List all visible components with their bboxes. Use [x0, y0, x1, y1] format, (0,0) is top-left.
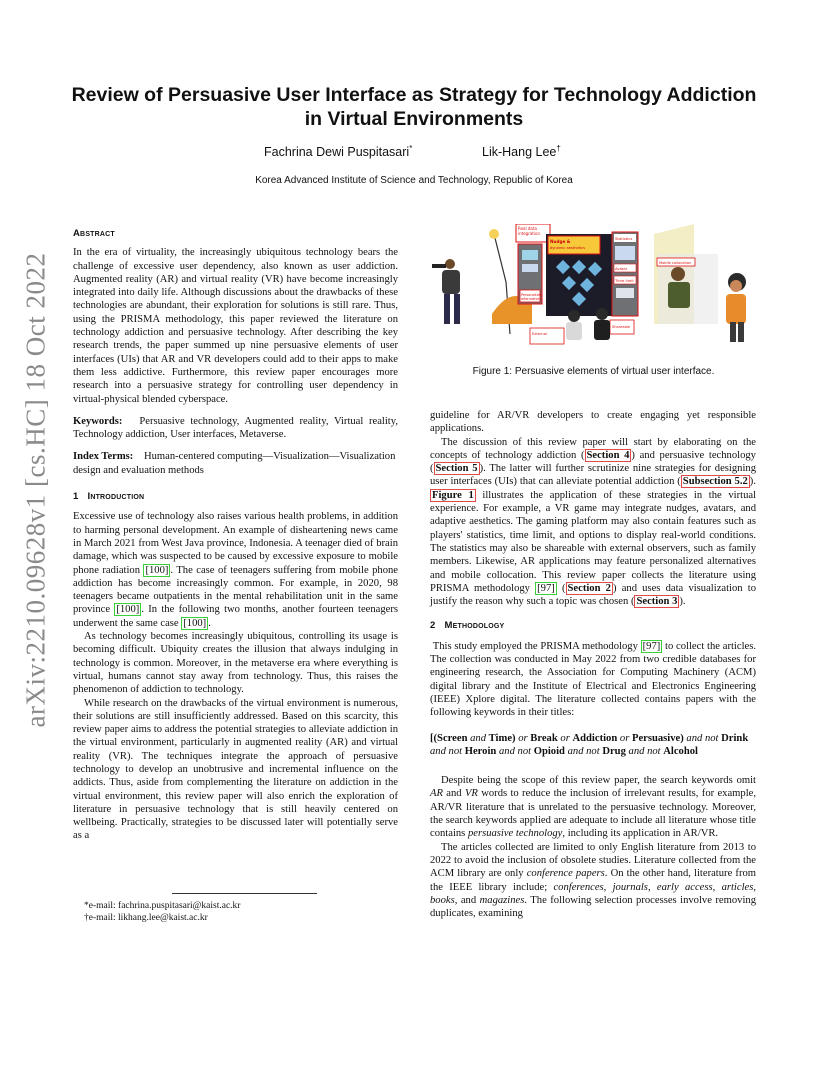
label-dynamic: dynamic aesthetics [550, 246, 585, 250]
figure-illustration [432, 224, 755, 346]
intro-p1-c: . In the following two months, another fourteen teenagers underwent the same case [73, 604, 398, 629]
paper-title [60, 83, 768, 131]
m3-d: , [647, 881, 657, 893]
time-widget [616, 288, 634, 298]
footnotes [84, 900, 240, 924]
woman-face [730, 280, 742, 292]
lamp-bulb [489, 229, 499, 239]
query-term: Drink [721, 732, 749, 744]
m2-pt: persuasive technology [467, 828, 563, 840]
section-link[interactable]: Section 4 [586, 449, 630, 461]
query-op: or [518, 732, 528, 744]
ar-person-body [668, 282, 690, 308]
query-term: Opioid [533, 745, 565, 757]
m2-d: , including its application in AR/VR. [562, 828, 719, 840]
ar-person-head [671, 267, 685, 281]
keywords-text: Persuasive technology, Augmented reality, Virtual reality, Technology addiction, User interfaces, Metaverse. [73, 415, 398, 441]
rp2-c: ). The latter will further scrutinize nine strategies for designing user interfaces (UIs) that can alleviate potential addiction ( [430, 463, 756, 488]
m1-b: to collect the articles. The collection was conducted in May 2022 from two credible databases for engineering research, the Association for Computing Machinery (ACM) digital library and the Institute of Electrical and Electronics Engineering (IEEE) Xplore digital. The literature collected contains papers with the following keywords in their titles: [430, 640, 756, 719]
woman-body [726, 294, 746, 324]
affiliation: Korea Advanced Institute of Science and Technology, Republic of Korea [255, 175, 573, 186]
query-op: and not [498, 745, 532, 757]
methodology-num: 2 [430, 620, 436, 632]
intro-heading-text: Introduction [87, 491, 145, 503]
figure-1 [432, 224, 755, 346]
stats-widget [615, 246, 635, 260]
m3-f: , [753, 881, 756, 893]
panel-left-widget-2 [522, 264, 538, 272]
title-line-2: in Virtual Environments [304, 108, 524, 130]
m3-cp: conference papers [526, 868, 605, 880]
index-terms [73, 450, 398, 477]
label-integration: integration [518, 231, 540, 236]
viewer-head-2 [596, 308, 608, 320]
section-link[interactable]: Section 2 [567, 582, 611, 594]
panel-right [612, 232, 638, 316]
right-continuation: guideline for AR/VR developers to create engaging yet responsible applications. [430, 410, 756, 435]
keywords-label: Keywords: [73, 415, 123, 427]
m3-mag: magazines [479, 894, 525, 906]
query-term: Drug [602, 745, 626, 757]
m2-c: words to reduce the inclusion of irrelevant results, for example, AR/VR literature that is unrelated to the persuasive technology. Moreover, the search keywords applied are adequate to include all literature whose title contains [430, 788, 757, 840]
author-2-mark: † [556, 144, 561, 153]
index-terms-text: Human-centered computing—Visualization—Visualization design and evaluation methods [73, 451, 396, 476]
m2-b: and [442, 788, 465, 800]
citation-link[interactable]: [100] [145, 564, 169, 576]
citation-link[interactable]: [97] [642, 640, 661, 652]
m3-g: , and [454, 894, 480, 906]
rp2-e: illustrates the application of these strategies in the virtual experience. For example, a VR game may integrate nudges, avatars, and adaptive aesthetics. The gaming platform may also contain features such as players' statistics, time limit, and options to display real-world conditions. The statistics may also be shareable with external observers, such as family members. Likewise, AR applications may feature personalized alternatives and mobile collocation. This review paper collects the literature using PRISMA methodology [430, 489, 757, 594]
player-leg-right [454, 294, 460, 324]
label-nudge: Nudge & [550, 239, 571, 244]
section-link[interactable]: Subsection 5.2 [682, 476, 748, 488]
intro-p1-a: Excessive use of technology also raises various health problems, in addition to harming personal development. An example of disheartening news came in March 2021 from West Java province, Indonesia. A teenager died of brain damage, which was suspected to be caused by excessive exposure to mobile phone radiation [73, 511, 398, 576]
author-2-name: Lik-Hang Lee [482, 145, 557, 160]
panel-left-widget [522, 250, 538, 260]
abstract-heading-text: Abstract [73, 228, 115, 239]
player-head [445, 259, 455, 269]
m3-c: , [603, 881, 613, 893]
arxiv-stamp [20, 252, 52, 728]
woman-leg-2 [738, 322, 744, 342]
citation-link[interactable]: [100] [183, 617, 207, 629]
m3-art: articles [721, 881, 754, 893]
query-op: and [470, 732, 487, 744]
rp2-g: ) and uses data visualization to justify the reason why such a topic was chosen ( [430, 582, 757, 608]
right-paragraph-2 [430, 436, 756, 609]
query-term: Alcohol [663, 745, 698, 757]
label-personalized: Personalized [521, 293, 543, 297]
author-1 [264, 144, 412, 159]
m2-ar: AR [430, 788, 443, 800]
label-statistics: Statistics [615, 236, 633, 241]
figure-link[interactable]: Figure 1 [432, 489, 474, 501]
query-term: Addiction [572, 732, 618, 744]
footnote-rule [172, 893, 317, 894]
query-term: [(Screen [430, 732, 468, 744]
intro-paragraph-3: While research on the drawbacks of the virtual environment is numerous, their solutions are still insufficiently addressed. Based on this scarcity, this review paper aims to address the potential strategies to alleviate addiction in the virtual environment, particularly in augmented reality (AR) and virtual reality (VR). The techniques integrate the approach of persuasive technology to develop an unobtrusive and incremental influence on the addicts. Thus, aside from complementing the literature on addiction in the virtual environment, this review paper will also enrich the exploration of literature in persuasive technology that is still heavily centered on wellbeing. Practically, strategies to be discussed later will potentially serve as a [73, 697, 398, 842]
abstract-text: In the era of virtuality, the increasingly ubiquitous technology bears the challenge of excessive user dependency, also known as user addiction. Augmented reality (AR) and virtual reality (VR) have become increasingly integrated into daily life. Although discussions about the drawbacks of these technologies are abundant, their exploration for solutions is still rare. Thus, using the PRISMA methodology, this paper reviewed the literature on technology addiction and persuasive technology. After describing the key research trends, the paper summed up nine persuasive elements of user interfaces (UIs) that AR and VR developers could add to their apps to make them less addictive. Furthermore, this review paper encourages more research into a persuasive strategy for controlling user dependency in virtual-physical blended cyberspace. [73, 247, 398, 405]
rp2-f: ( [556, 582, 566, 594]
label-shareable: Shareable [612, 325, 631, 329]
rp2-b: ) and persuasive technology ( [430, 449, 756, 475]
label-real-data: Real data [518, 226, 537, 231]
right-column [430, 409, 756, 920]
m3-h: . The following selection processes involve removing duplicates, examining [430, 894, 756, 920]
intro-num: 1 [73, 491, 79, 503]
query-op: and not [628, 745, 661, 757]
section-link[interactable]: Section 3 [636, 596, 678, 608]
citation-link[interactable]: [100] [116, 604, 140, 616]
viewer-body [566, 322, 582, 340]
section-link[interactable]: Section 5 [435, 463, 478, 475]
m3-j: journals [612, 881, 648, 893]
label-mobile: Mobile collocation [659, 261, 692, 265]
intro-p1-b: . The case of teenagers suffering from mobile phone addiction has become increasingly common. For example, in 2020, 98 teenagers became outpatients in the mental rehabilitation unit in the same province [73, 564, 399, 616]
player-leg-left [444, 294, 450, 324]
intro-heading [73, 490, 398, 503]
m3-b: . On the other hand, literature from the IEEE library include; [430, 868, 757, 893]
woman-leg [730, 322, 736, 342]
label-alternatives: alternatives [521, 297, 542, 301]
controller [432, 264, 446, 268]
footnote-2: †e-mail: likhang.lee@kaist.ac.kr [84, 913, 208, 923]
intro-paragraph-1 [73, 510, 398, 630]
abstract-heading [73, 227, 398, 240]
footnote-1: *e-mail: fachrina.puspitasari@kaist.ac.kr [84, 901, 241, 911]
m3-ea: early access [656, 881, 713, 893]
m3-books: books [430, 894, 455, 906]
methodology-heading-text: Methodology [444, 620, 505, 632]
title-line-1: Review of Persuasive User Interface as Strategy for Technology Addiction [71, 84, 757, 106]
methodology-paragraph-3 [430, 841, 756, 921]
query-term: Time) [488, 732, 516, 744]
citation-link[interactable]: [97] [537, 582, 555, 594]
query-op: or [560, 732, 570, 744]
figure-caption: Figure 1: Persuasive elements of virtual user interface. [472, 366, 715, 377]
query-term: Persuasive) [631, 732, 684, 744]
rp2-a: The discussion of this review paper will start by elaborating on the concepts of technology addiction ( [430, 436, 756, 461]
intro-p1-d: . [208, 617, 211, 629]
methodology-paragraph-1 [430, 640, 756, 720]
arxiv-stamp-text: arXiv:2210.09628v1 [cs.HC] 18 Oct 2022 [20, 252, 51, 728]
query-op: and not [430, 745, 463, 757]
query-op: and not [567, 745, 600, 757]
m2-a: Despite being the scope of this review paper, the search keywords omit [441, 775, 756, 787]
keywords [73, 415, 398, 442]
m2-vr: VR [464, 788, 478, 800]
query-op: or [619, 732, 630, 744]
intro-paragraph-2: As technology becomes increasingly ubiquitous, controlling its usage is becoming difficult. Ubiquity creates the illusion that always indulging in technology is common. Moreover, in the metaverse era where everything is virtual, humans cannot stay away from technology. Thus, this raises the phenomenon of addiction to technology. [73, 631, 398, 696]
label-time-limit: Time limit [615, 278, 634, 283]
viewer-head [568, 310, 580, 322]
player-body [442, 270, 460, 294]
label-external-box [530, 328, 564, 344]
query-term: Break [530, 732, 558, 744]
left-column [73, 227, 398, 843]
methodology-paragraph-2 [430, 774, 756, 840]
label-external: External [532, 332, 547, 336]
rp2-h: ). [679, 596, 686, 608]
search-query [430, 732, 756, 759]
methodology-heading [430, 619, 756, 632]
lamp-stand [494, 234, 506, 282]
index-terms-label: Index Terms: [73, 451, 134, 463]
author-2 [482, 144, 561, 159]
author-1-mark: * [409, 144, 413, 153]
viewer-body-2 [594, 320, 610, 340]
rp2-d: ). [749, 476, 756, 488]
query-op: and not [686, 732, 719, 744]
author-1-name: Fachrina Dewi Puspitasari [264, 145, 410, 160]
label-avatar: Avatar [615, 266, 628, 271]
m3-e: , [712, 881, 722, 893]
query-term: Heroin [464, 745, 497, 757]
m1-a: This study employed the PRISMA methodology [432, 640, 641, 652]
m3-conf: conferences [553, 881, 604, 893]
m3-a: The articles collected are limited to only English literature from 2013 to 2022 to avoid the inclusion of obsolete studies. Literature collected from the ACM library are only [430, 841, 756, 880]
